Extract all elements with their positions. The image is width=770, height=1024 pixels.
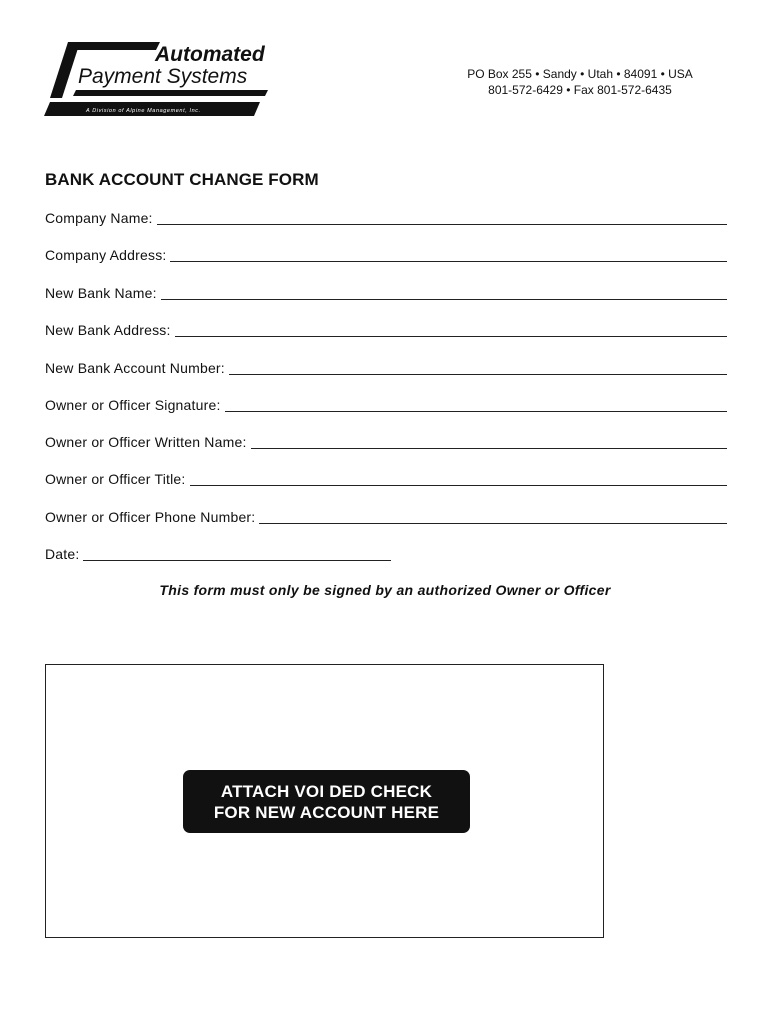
field-label: Company Address: [45,247,167,263]
logo-subline: A Division of Alpine Management, Inc. [86,108,201,114]
new-bank-account-number-field[interactable] [45,356,727,376]
fill-line[interactable] [161,285,727,300]
contact-info [430,66,730,98]
new-bank-name-field[interactable] [45,281,727,301]
form-title: BANK ACCOUNT CHANGE FORM [45,170,319,189]
attach-check-label [183,770,470,833]
officer-signature-field[interactable] [45,393,727,413]
officer-title-field[interactable] [45,467,727,487]
company-address-field[interactable] [45,243,727,263]
attach-line2: FOR NEW ACCOUNT HERE [213,802,440,822]
fill-line[interactable] [170,247,727,262]
date-field[interactable] [45,542,391,562]
attach-line1: ATTACH VOI DED CHECK [220,781,433,801]
logo-line2: Payment Systems [78,65,248,88]
fill-line[interactable] [83,546,391,561]
field-label: Owner or Officer Title: [45,471,186,487]
fill-line[interactable] [190,471,728,486]
field-label: New Bank Account Number: [45,360,225,376]
new-bank-address-field[interactable] [45,318,727,338]
mailing-address: PO Box 255 • Sandy • Utah • 84091 • USA [467,67,693,81]
fill-line[interactable] [229,360,727,375]
field-label: Owner or Officer Signature: [45,397,221,413]
field-label: New Bank Address: [45,322,171,338]
fill-line[interactable] [251,434,727,449]
company-name-field[interactable] [45,206,727,226]
field-label: Company Name: [45,210,153,226]
authorization-note: This form must only be signed by an authorized Owner or Officer [159,582,611,598]
field-label: Owner or Officer Phone Number: [45,509,256,525]
fill-line[interactable] [259,509,727,524]
officer-phone-field[interactable] [45,505,727,525]
field-label: New Bank Name: [45,285,157,301]
field-label: Owner or Officer Written Name: [45,434,247,450]
fill-line[interactable] [225,397,727,412]
fill-line[interactable] [157,210,727,225]
phone-fax: 801-572-6429 • Fax 801-572-6435 [488,83,672,97]
company-logo [42,40,282,120]
fill-line[interactable] [175,322,727,337]
field-label: Date: [45,546,80,562]
logo-line1: Automated [155,43,265,66]
officer-written-name-field[interactable] [45,430,727,450]
